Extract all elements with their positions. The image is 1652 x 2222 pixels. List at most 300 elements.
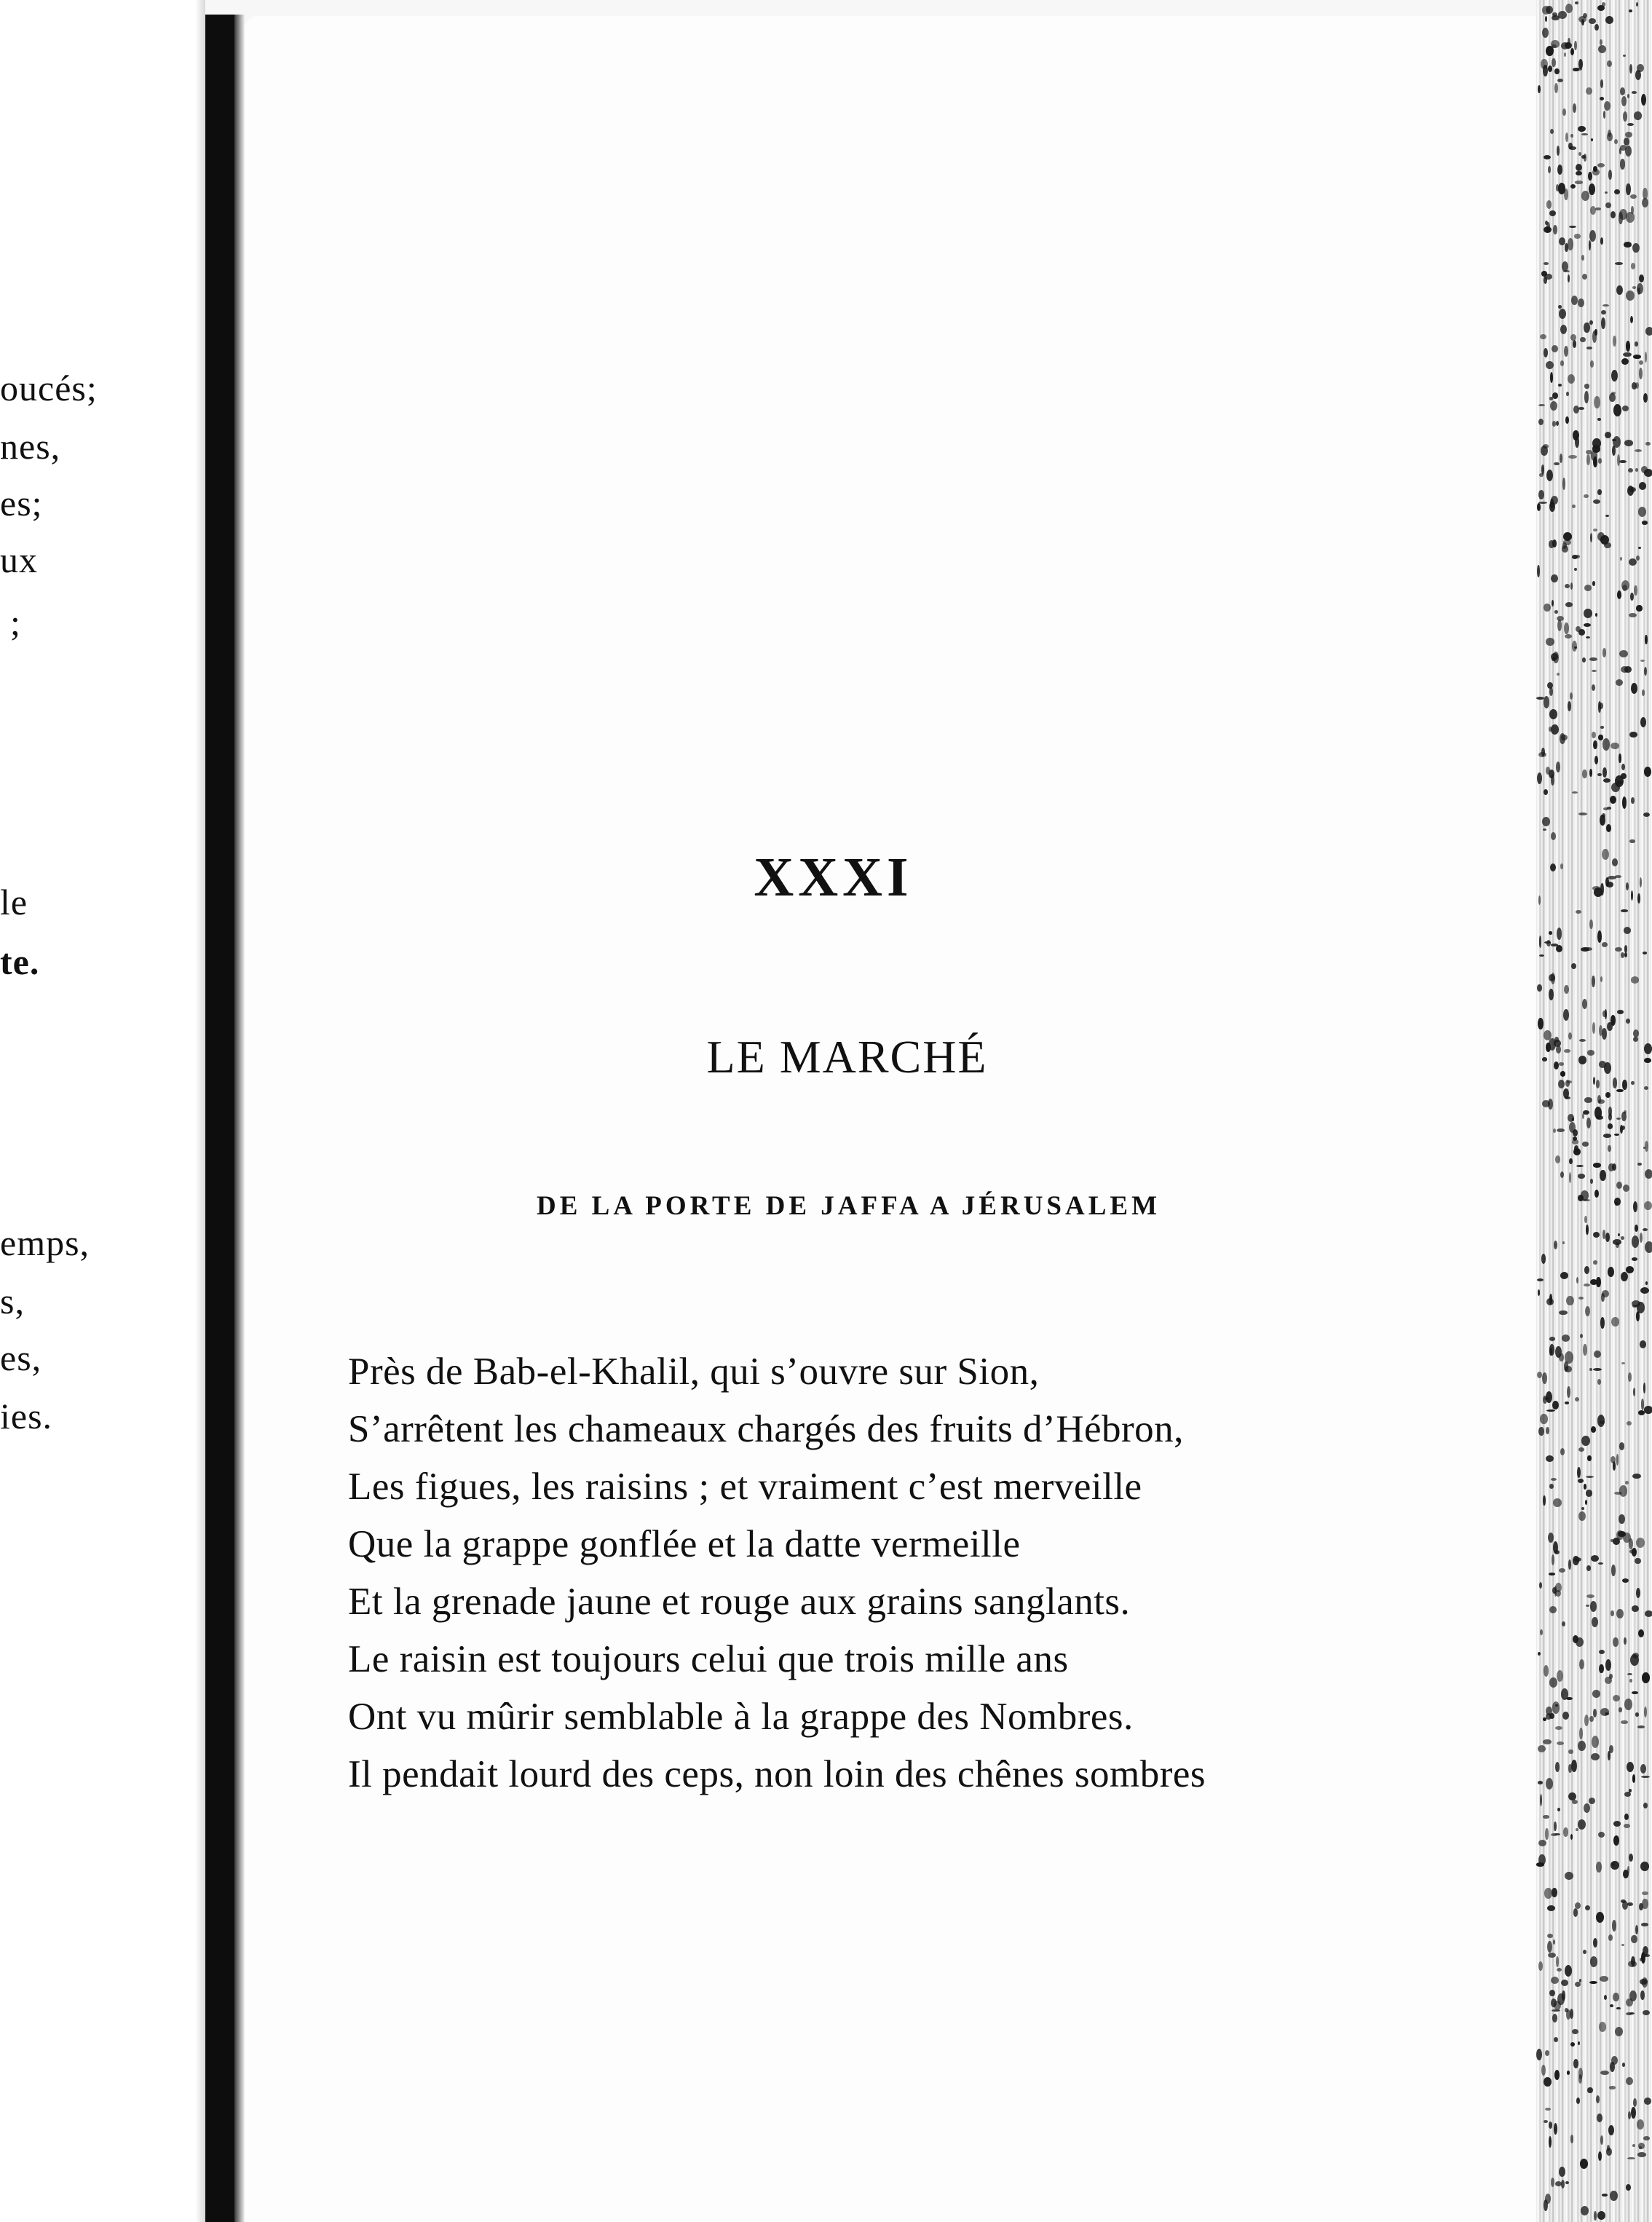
edge-speck bbox=[1624, 927, 1632, 934]
edge-speck bbox=[1539, 936, 1542, 947]
edge-speck bbox=[1600, 39, 1602, 45]
edge-speck bbox=[1557, 165, 1562, 175]
edge-speck bbox=[1593, 1163, 1602, 1167]
edge-speck bbox=[1632, 1474, 1641, 1479]
edge-speck bbox=[1572, 2029, 1578, 2035]
edge-speck bbox=[1573, 2059, 1578, 2068]
edge-speck bbox=[1542, 817, 1550, 826]
edge-speck bbox=[1589, 18, 1596, 24]
edge-speck bbox=[1589, 1981, 1598, 1984]
edge-speck bbox=[1600, 815, 1605, 826]
edge-speck bbox=[1640, 1979, 1648, 1985]
left-page-fragment: ux bbox=[0, 539, 38, 580]
edge-speck bbox=[1598, 735, 1602, 741]
edge-speck bbox=[1616, 1454, 1619, 1466]
edge-speck bbox=[1619, 1485, 1628, 1496]
edge-speck bbox=[1624, 1792, 1631, 1797]
edge-speck bbox=[1605, 432, 1611, 438]
edge-speck bbox=[1593, 166, 1597, 172]
edge-speck bbox=[1621, 1272, 1628, 1281]
edge-speck bbox=[1635, 382, 1639, 390]
edge-speck bbox=[1557, 928, 1562, 939]
edge-speck bbox=[1596, 1277, 1600, 1286]
edge-speck bbox=[1572, 1800, 1578, 1804]
edge-speck bbox=[1635, 1225, 1638, 1233]
edge-speck bbox=[1543, 1739, 1552, 1744]
edge-speck bbox=[1568, 274, 1570, 282]
left-page-fragment: oucés; bbox=[0, 368, 98, 408]
edge-speck bbox=[1537, 503, 1541, 511]
edge-speck bbox=[1538, 490, 1544, 499]
edge-speck bbox=[1568, 1114, 1574, 1122]
edge-speck bbox=[1637, 2119, 1644, 2129]
edge-speck bbox=[1538, 1427, 1544, 1436]
edge-speck bbox=[1635, 468, 1639, 472]
edge-speck bbox=[1581, 255, 1584, 260]
poem-line: Que la grappe gonflée et la datte vermeille bbox=[348, 1523, 1021, 1565]
edge-speck bbox=[1637, 1302, 1645, 1313]
edge-speck bbox=[1644, 2098, 1651, 2105]
edge-speck bbox=[1626, 2077, 1633, 2085]
edge-speck bbox=[1554, 2001, 1561, 2010]
edge-speck bbox=[1560, 1448, 1565, 1455]
edge-speck bbox=[1630, 194, 1637, 199]
edge-speck bbox=[1550, 401, 1557, 411]
edge-speck bbox=[1581, 1507, 1584, 1510]
edge-speck bbox=[1621, 1362, 1625, 1364]
edge-speck bbox=[1587, 2087, 1592, 2094]
edge-speck bbox=[1611, 370, 1617, 381]
edge-speck bbox=[1555, 1155, 1560, 1163]
edge-speck bbox=[1605, 16, 1613, 24]
edge-speck bbox=[1629, 1538, 1633, 1549]
edge-speck bbox=[1591, 1426, 1597, 1433]
edge-speck bbox=[1591, 138, 1593, 141]
edge-speck bbox=[1629, 1990, 1637, 2001]
edge-speck bbox=[1537, 1372, 1542, 1378]
edge-speck bbox=[1541, 1254, 1546, 1264]
poem-line: Il pendait lourd des ceps, non loin des chênes sombres bbox=[348, 1753, 1206, 1795]
edge-speck bbox=[1610, 1610, 1613, 1616]
edge-speck bbox=[1625, 132, 1633, 138]
edge-speck bbox=[1582, 657, 1586, 662]
edge-speck bbox=[1560, 1272, 1569, 1280]
edge-speck bbox=[1616, 1089, 1623, 1093]
edge-speck bbox=[1578, 1741, 1586, 1752]
edge-speck bbox=[1560, 733, 1565, 744]
edge-speck bbox=[1573, 406, 1579, 414]
left-page-fragment: emps, bbox=[0, 1222, 90, 1263]
edge-speck bbox=[1557, 1808, 1560, 1811]
edge-speck bbox=[1614, 1134, 1619, 1136]
edge-speck bbox=[1586, 636, 1590, 638]
edge-speck bbox=[1640, 717, 1646, 727]
edge-speck bbox=[1576, 1277, 1578, 1284]
edge-speck bbox=[1623, 352, 1632, 357]
edge-speck bbox=[1628, 1961, 1637, 1967]
edge-speck bbox=[1570, 692, 1573, 700]
edge-speck bbox=[1594, 396, 1600, 408]
edge-speck bbox=[1565, 416, 1568, 424]
edge-speck bbox=[1644, 667, 1647, 676]
edge-speck bbox=[1590, 1956, 1598, 1967]
chapter-number: XXXI bbox=[754, 847, 913, 908]
edge-speck bbox=[1565, 243, 1568, 252]
edge-speck bbox=[1552, 1554, 1554, 1566]
edge-speck bbox=[1578, 298, 1585, 308]
edge-speck bbox=[1546, 470, 1553, 481]
edge-speck bbox=[1645, 635, 1647, 644]
edge-speck bbox=[1579, 1728, 1583, 1739]
edge-speck bbox=[1615, 947, 1622, 952]
edge-speck bbox=[1584, 1803, 1590, 1813]
edge-speck bbox=[1602, 738, 1609, 750]
edge-speck bbox=[1629, 1679, 1632, 1683]
edge-speck bbox=[1537, 772, 1542, 784]
edge-speck bbox=[1554, 1241, 1557, 1249]
edge-speck bbox=[1573, 103, 1576, 113]
main-page bbox=[245, 16, 1555, 2222]
edge-speck bbox=[1544, 155, 1551, 159]
edge-speck bbox=[1544, 696, 1549, 708]
edge-speck bbox=[1554, 2070, 1560, 2081]
edge-speck bbox=[1629, 9, 1632, 12]
edge-speck bbox=[1616, 679, 1622, 686]
edge-speck bbox=[1572, 555, 1578, 559]
edge-speck bbox=[1569, 1172, 1571, 1183]
edge-speck bbox=[1599, 703, 1603, 709]
edge-speck bbox=[1595, 613, 1597, 617]
edge-speck bbox=[1643, 1228, 1648, 1231]
edge-speck bbox=[1610, 2191, 1618, 2201]
edge-speck bbox=[1558, 183, 1565, 194]
edge-speck bbox=[1578, 1297, 1584, 1300]
edge-speck bbox=[1536, 697, 1544, 700]
edge-speck bbox=[1584, 1097, 1593, 1103]
edge-speck bbox=[1583, 1950, 1586, 1954]
edge-speck bbox=[1613, 336, 1616, 347]
edge-speck bbox=[1626, 1019, 1631, 1024]
edge-speck bbox=[1606, 824, 1611, 832]
edge-speck bbox=[1635, 1712, 1639, 1716]
edge-speck bbox=[1549, 931, 1552, 935]
edge-speck bbox=[1543, 1495, 1545, 1505]
edge-speck bbox=[1608, 1267, 1614, 1276]
edge-speck bbox=[1549, 1606, 1557, 1614]
edge-speck bbox=[1609, 2086, 1615, 2089]
edge-speck bbox=[1574, 1145, 1578, 1152]
edge-speck bbox=[1557, 620, 1562, 631]
edge-speck bbox=[1598, 45, 1606, 53]
edge-speck bbox=[1640, 1233, 1643, 1243]
edge-speck bbox=[1576, 1165, 1584, 1167]
edge-speck bbox=[1600, 79, 1603, 87]
edge-speck bbox=[1607, 807, 1610, 809]
edge-speck bbox=[1615, 2027, 1623, 2036]
edge-speck bbox=[1546, 1778, 1553, 1790]
edge-speck bbox=[1581, 2206, 1589, 2215]
edge-speck bbox=[1585, 1500, 1587, 1505]
edge-speck bbox=[1573, 68, 1579, 71]
edge-speck bbox=[1622, 2063, 1625, 2067]
edge-speck bbox=[1599, 1664, 1603, 1673]
edge-speck bbox=[1589, 769, 1592, 777]
edge-speck bbox=[1578, 1447, 1584, 1452]
edge-speck bbox=[1571, 296, 1578, 305]
edge-speck bbox=[1574, 647, 1577, 649]
edge-speck bbox=[1642, 198, 1648, 207]
edge-speck bbox=[1633, 1388, 1635, 1396]
edge-speck bbox=[1546, 361, 1554, 369]
edge-speck bbox=[1544, 789, 1548, 795]
edge-speck bbox=[1580, 2159, 1588, 2168]
edge-speck bbox=[1537, 984, 1541, 992]
edge-speck bbox=[1643, 2136, 1650, 2140]
edge-speck bbox=[1549, 1990, 1555, 1996]
edge-speck bbox=[1551, 1833, 1557, 1836]
edge-speck bbox=[1556, 945, 1562, 952]
left-page-fragment: le bbox=[0, 882, 28, 922]
edge-speck bbox=[1635, 449, 1643, 452]
edge-speck bbox=[1625, 1481, 1628, 1484]
edge-speck bbox=[1616, 2007, 1620, 2010]
edge-speck bbox=[1626, 1266, 1634, 1273]
edge-speck bbox=[1624, 1699, 1632, 1709]
edge-speck bbox=[1638, 547, 1640, 549]
edge-speck bbox=[1574, 41, 1577, 51]
edge-speck bbox=[1628, 1372, 1632, 1382]
edge-speck bbox=[1588, 172, 1592, 181]
edge-speck bbox=[1605, 191, 1608, 194]
edge-speck bbox=[1616, 1242, 1619, 1248]
edge-speck bbox=[1546, 1298, 1554, 1306]
edge-speck bbox=[1552, 600, 1554, 606]
edge-speck bbox=[1546, 222, 1550, 232]
edge-speck bbox=[1568, 1749, 1573, 1754]
edge-speck bbox=[1601, 310, 1605, 315]
edge-speck bbox=[1604, 1995, 1608, 2001]
edge-speck bbox=[1608, 2125, 1614, 2135]
edge-speck bbox=[1575, 1, 1578, 4]
edge-speck bbox=[1549, 1344, 1555, 1356]
edge-speck bbox=[1557, 146, 1560, 156]
edge-speck bbox=[1551, 574, 1558, 582]
edge-speck bbox=[1621, 96, 1627, 107]
edge-speck bbox=[1631, 263, 1635, 269]
edge-speck bbox=[1621, 909, 1628, 912]
left-page-fragment: s, bbox=[0, 1281, 25, 1321]
edge-speck bbox=[1619, 1707, 1622, 1712]
edge-speck bbox=[1640, 1990, 1645, 2000]
edge-speck bbox=[1549, 1337, 1555, 1341]
edge-speck bbox=[1645, 1610, 1652, 1616]
edge-speck bbox=[1549, 210, 1556, 216]
edge-speck bbox=[1548, 166, 1550, 173]
edge-speck bbox=[1624, 242, 1632, 247]
left-page-fragment: es; bbox=[0, 483, 43, 523]
edge-speck bbox=[1581, 1436, 1590, 1447]
edge-speck bbox=[1578, 1174, 1586, 1179]
edge-speck bbox=[1591, 451, 1597, 460]
edge-speck bbox=[1587, 1455, 1592, 1461]
edge-speck bbox=[1620, 159, 1626, 169]
edge-speck bbox=[1563, 1827, 1568, 1837]
edge-speck bbox=[1622, 1578, 1629, 1583]
edge-speck bbox=[1642, 1672, 1650, 1683]
edge-speck bbox=[1590, 1601, 1597, 1612]
edge-speck bbox=[1538, 1854, 1545, 1865]
edge-speck bbox=[1597, 930, 1602, 943]
edge-speck bbox=[1582, 999, 1587, 1009]
edge-speck bbox=[1549, 1484, 1554, 1489]
edge-speck bbox=[1593, 1368, 1602, 1371]
edge-speck bbox=[1540, 334, 1546, 339]
edge-speck bbox=[1586, 1225, 1589, 1234]
edge-speck bbox=[1541, 446, 1549, 456]
edge-speck bbox=[1551, 775, 1554, 785]
edge-speck bbox=[1632, 91, 1637, 94]
edge-speck bbox=[1562, 1621, 1566, 1627]
edge-speck bbox=[1562, 1712, 1569, 1720]
edge-speck bbox=[1590, 1179, 1593, 1184]
edge-speck bbox=[1597, 2114, 1602, 2122]
edge-speck bbox=[1600, 1976, 1608, 1981]
edge-speck bbox=[1559, 1310, 1567, 1316]
edge-speck bbox=[1592, 732, 1595, 738]
edge-speck bbox=[1597, 418, 1601, 422]
edge-speck bbox=[1610, 743, 1619, 750]
edge-speck bbox=[1624, 1637, 1627, 1645]
edge-speck bbox=[1617, 590, 1622, 600]
edge-speck bbox=[1568, 238, 1573, 250]
edge-speck bbox=[1636, 1588, 1640, 1598]
edge-speck bbox=[1584, 384, 1589, 388]
edge-speck bbox=[1629, 487, 1636, 492]
edge-speck bbox=[1625, 146, 1632, 157]
edge-speck bbox=[1584, 323, 1589, 333]
edge-speck bbox=[1552, 58, 1555, 67]
edge-speck bbox=[1609, 393, 1616, 403]
edge-speck bbox=[1575, 181, 1583, 183]
edge-speck bbox=[1608, 1123, 1613, 1128]
edge-speck bbox=[1565, 602, 1573, 607]
edge-speck bbox=[1578, 407, 1584, 409]
edge-speck bbox=[1632, 1653, 1639, 1658]
edge-speck bbox=[1544, 2120, 1548, 2123]
edge-speck bbox=[1602, 1011, 1607, 1016]
edge-speck bbox=[1603, 111, 1605, 119]
edge-speck bbox=[1572, 791, 1578, 794]
edge-speck bbox=[1590, 533, 1592, 543]
edge-speck bbox=[1538, 419, 1544, 425]
edge-speck bbox=[1608, 1145, 1610, 1152]
edge-speck bbox=[1554, 68, 1560, 74]
edge-speck bbox=[1645, 1281, 1648, 1285]
edge-speck bbox=[1567, 1386, 1570, 1399]
edge-speck bbox=[1568, 143, 1573, 150]
edge-speck bbox=[1592, 684, 1595, 691]
edge-speck bbox=[1632, 1548, 1637, 1557]
edge-speck bbox=[1601, 317, 1605, 329]
edge-speck bbox=[1592, 331, 1597, 343]
edge-speck bbox=[1597, 1415, 1605, 1427]
edge-speck bbox=[1605, 202, 1611, 208]
edge-speck bbox=[1599, 2022, 1607, 2032]
edge-speck bbox=[1575, 1397, 1579, 1401]
edge-speck bbox=[1549, 502, 1555, 513]
edge-speck bbox=[1564, 346, 1568, 357]
edge-speck bbox=[1626, 2184, 1631, 2191]
edge-speck bbox=[1635, 1925, 1638, 1934]
edge-speck bbox=[1627, 2157, 1635, 2159]
edge-speck bbox=[1578, 1819, 1586, 1830]
edge-speck bbox=[1570, 184, 1576, 189]
edge-speck bbox=[1592, 581, 1595, 585]
edge-speck bbox=[1544, 348, 1548, 357]
edge-speck bbox=[1602, 767, 1607, 778]
edge-speck bbox=[1605, 1659, 1611, 1671]
edge-speck bbox=[1584, 609, 1592, 618]
edge-speck bbox=[1552, 1401, 1559, 1409]
edge-speck bbox=[1613, 1695, 1620, 1701]
edge-speck bbox=[1637, 1163, 1642, 1166]
edge-speck bbox=[1575, 1982, 1581, 1987]
edge-speck bbox=[1538, 1018, 1544, 1030]
edge-speck bbox=[1586, 347, 1592, 349]
edge-speck bbox=[1540, 1629, 1543, 1635]
edge-speck bbox=[1637, 2152, 1646, 2156]
edge-speck bbox=[1554, 1822, 1557, 1830]
left-page-fragment: ; bbox=[10, 602, 21, 643]
edge-speck bbox=[1593, 499, 1600, 504]
edge-speck bbox=[1601, 1293, 1604, 1302]
edge-speck bbox=[1613, 1993, 1619, 2001]
edge-speck bbox=[1568, 455, 1576, 459]
edge-speck bbox=[1562, 1335, 1570, 1342]
edge-speck bbox=[1538, 1745, 1546, 1752]
edge-speck bbox=[1628, 468, 1633, 473]
edge-speck bbox=[1538, 1840, 1546, 1846]
edge-speck bbox=[1538, 1289, 1541, 1296]
edge-speck bbox=[1551, 40, 1559, 48]
edge-speck bbox=[1640, 1862, 1648, 1871]
edge-speck bbox=[1593, 740, 1597, 749]
edge-speck bbox=[1643, 1383, 1646, 1393]
edge-speck bbox=[1635, 341, 1638, 347]
edge-speck bbox=[1610, 2062, 1615, 2072]
edge-speck bbox=[1568, 701, 1571, 711]
edge-speck bbox=[1644, 767, 1651, 777]
edge-speck bbox=[1619, 1514, 1625, 1525]
edge-speck bbox=[1560, 325, 1568, 334]
edge-speck bbox=[1629, 1854, 1633, 1862]
edge-speck bbox=[1586, 1565, 1591, 1570]
edge-speck bbox=[1617, 1010, 1624, 1013]
edge-speck bbox=[1578, 813, 1587, 815]
edge-speck bbox=[1565, 133, 1568, 142]
edge-speck bbox=[1613, 1821, 1621, 1827]
edge-speck bbox=[1560, 454, 1562, 463]
edge-speck bbox=[1603, 1134, 1611, 1138]
edge-speck bbox=[1631, 797, 1635, 804]
edge-speck bbox=[1536, 2049, 1542, 2060]
edge-speck bbox=[1632, 286, 1636, 289]
edge-speck bbox=[1645, 1141, 1648, 1152]
edge-speck bbox=[1573, 1556, 1579, 1565]
edge-speck bbox=[1635, 70, 1642, 80]
edge-speck bbox=[1636, 556, 1640, 561]
left-page-fragment: es, bbox=[0, 1337, 42, 1378]
